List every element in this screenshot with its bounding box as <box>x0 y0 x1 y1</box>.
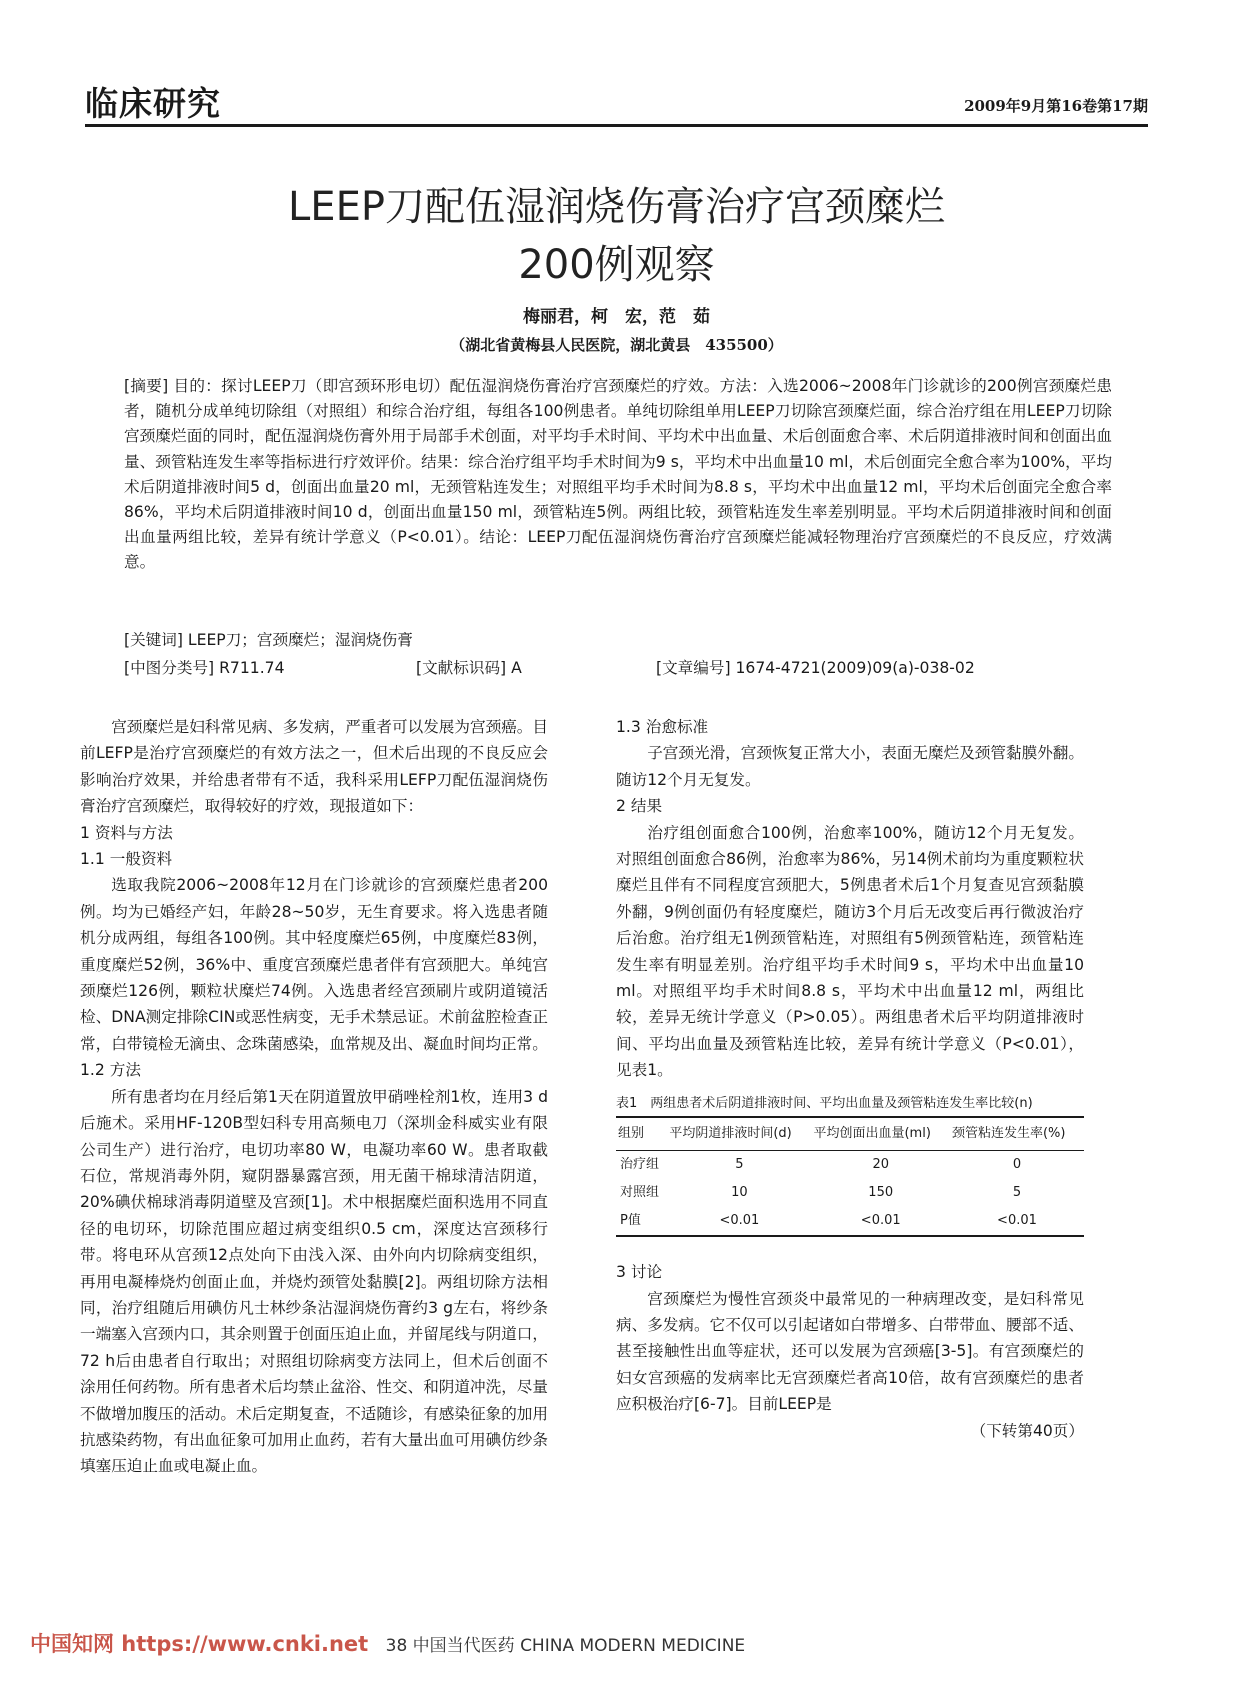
table-cell: 0 <box>1012 1157 1022 1173</box>
table-cell: 治疗组 <box>620 1157 660 1173</box>
paragraph-general-data: 选取我院2006~2008年12月在门诊就诊的宫颈糜烂患者200例。均为已婚经产妇，年龄28~50岁，无生育要求。将入选患者随机分成两组，每组各100例。其中轻度糜烂65例，中度糜烂83例，重度糜烂52例，36%中、重度宫颈糜烂患者伴有宫颈肥大。单纯宫颈糜烂126例，颗粒状糜烂74例。入选患者经宫颈刷片或阴道镜活检、DNA测定排除CIN或恶性病变，无手术禁忌证。术前盆腔检查正常，白带镜检无滴虫、念珠菌感染，血常规及出、凝血时间均正常。 <box>80 876 548 1053</box>
table-cell: 对照组 <box>620 1185 660 1201</box>
issue-info: 2009年9月第16卷第17期 <box>964 97 1148 115</box>
results-table <box>616 1094 1084 1237</box>
classification-line <box>124 656 1112 682</box>
cnki-watermark: 中国知网 https://www.cnki.net <box>30 1632 369 1656</box>
section-heading-discussion: 3 讨论 <box>616 1263 663 1282</box>
continued-note: （下转第40页） <box>970 1421 1084 1440</box>
section-heading-results: 2 结果 <box>616 797 663 816</box>
article-number: [文章编号] 1674-4721(2009)09(a)-038-02 <box>656 659 975 677</box>
table-caption: 表1 两组患者术后阴道排液时间、平均出血量及颈管粘连发生率比较(n) <box>616 1095 1033 1111</box>
title-line-1: LEEP刀配伍湿润烧伤膏治疗宫颈糜烂 <box>288 184 945 230</box>
section-heading-materials-methods: 1 资料与方法 <box>80 823 173 842</box>
journal-section-title: 临床研究 <box>85 84 221 123</box>
table-header-cell: 颈管粘连发生率(%) <box>950 1117 1084 1151</box>
table-row <box>616 1151 1084 1180</box>
table-cell: 5 <box>735 1157 744 1173</box>
paragraph-cure-criteria: 子宫颈光滑，宫颈恢复正常大小，表面无糜烂及颈管黏膜外翻。随访12个月无复发。 <box>616 744 1084 789</box>
page-footer <box>30 1628 745 1658</box>
paragraph-results: 治疗组创面愈合100例，治愈率100%，随访12个月无复发。对照组创面愈合86例，治愈率为86%，另14例术前均为重度颗粒状糜烂且伴有不同程度宫颈肥大，5例患者术后1个月复查见宫颈黏膜外翻，9例创面仍有轻度糜烂，随访3个月后无改变后再行微波治疗后治愈。治疗组无1例颈管粘连，对照组有5例颈管粘连，颈管粘连发生率有明显差别。治疗组平均手术时间9 s，平均术中出血量10 ml。对照组平均手术时间8.8 s，平均术中出血量12 ml，两组比较，差异无统计学意义（P>0.05）。两组患者术后平均阴道排液时间、平均出血量及颈管粘连比较，差异有统计学意义（P<0.01），见表1。 <box>616 823 1084 1080</box>
table-cell: 5 <box>1012 1185 1022 1201</box>
table-row <box>616 1207 1084 1236</box>
table-row <box>616 1179 1084 1207</box>
affiliation: （湖北省黄梅县人民医院，湖北黄县 435500） <box>450 336 783 354</box>
table-cell: <0.01 <box>811 1207 949 1236</box>
table-cell: P值 <box>616 1207 667 1236</box>
subsection-heading-general-data: 1.1 一般资料 <box>80 850 173 869</box>
header-rule <box>85 124 1148 127</box>
intro-paragraph: 宫颈糜烂是妇科常见病、多发病，严重者可以发展为宫颈癌。目前LEFP是治疗宫颈糜烂的有效方法之一，但术后出现的不良反应会影响治疗效果，并给患者带有不适，我科采用LEFP刀配伍湿润烧伤膏治疗宫颈糜烂，取得较好的疗效，现报道如下： <box>80 718 548 816</box>
title-line-2: 200例观察 <box>518 242 715 288</box>
abstract-text: [摘要] 目的：探讨LEEP刀（即宫颈环形电切）配伍湿润烧伤膏治疗宫颈糜烂的疗效。方法：入选2006~2008年门诊就诊的200例宫颈糜烂患者，随机分成单纯切除组（对照组）和综合治疗组，每组各100例患者。单纯切除组单用LEEP刀切除宫颈糜烂面，综合治疗组在用LEEP刀切除宫颈糜烂面的同时，配伍湿润烧伤膏外用于局部手术创面，对平均手术时间、平均术中出血量、术后创面愈合率、术后阴道排液时间和创面出血量、颈管粘连发生率等指标进行疗效评价。结果：综合治疗组平均手术时间为9 s，平均术中出血量10 ml，术后创面完全愈合率为100%，平均术后阴道排液时间5 d，创面出血量20 ml，无颈管粘连发生；对照组平均手术时间为8.8 s，平均术中出血量12 ml，平均术后创面完全愈合率86%，平均术后阴道排液时间10 d，创面出血量150 ml，颈管粘连5例。两组比较，颈管粘连发生率差别明显。平均术后阴道排液时间和创面出血量两组比较，差异有统计学意义（P<0.01）。结论：LEEP刀配伍湿润烧伤膏治疗宫颈糜烂能减轻物理治疗宫颈糜烂的不良反应，疗效满意。 <box>124 377 1112 572</box>
subsection-heading-cure-criteria: 1.3 治愈标准 <box>616 718 709 736</box>
body-column-left <box>80 714 548 1480</box>
table-cell: 20 <box>872 1157 889 1173</box>
article-title <box>85 178 1148 294</box>
table-cell: 150 <box>868 1185 894 1201</box>
table-header-cell: 平均创面出血量(ml) <box>811 1117 949 1151</box>
abstract <box>124 374 1112 576</box>
document-code: [文献标识码] A <box>416 659 522 677</box>
journal-footer: 38 中国当代医药 CHINA MODERN MEDICINE <box>385 1636 746 1656</box>
keywords: [关键词] LEEP刀；宫颈糜烂；湿润烧伤膏 <box>124 631 413 649</box>
table-header-cell: 平均阴道排液时间(d) <box>667 1117 811 1151</box>
clc-number: [中图分类号] R711.74 <box>124 659 285 677</box>
paragraph-method: 所有患者均在月经后第1天在阴道置放甲硝唑栓剂1枚，连用3 d后施术。采用HF-120B型妇科专用高频电刀（深圳金科威实业有限公司生产）进行治疗，电切功率80 W，电凝功率60 W。患者取截石位，常规消毒外阴，窥阴器暴露宫颈，用无菌干棉球清洁阴道，20%碘伏棉球消毒阴道壁及宫颈[1]。术中根据糜烂面积选用不同直径的电切环，切除范围应超过病变组织0.5 cm，深度达宫颈移行带。将电环从宫颈12点处向下由浅入深、由外向内切除病变组织，再用电凝棒烧灼创面止血，并烧灼颈管处黏膜[2]。两组切除方法相同，治疗组随后用碘仿凡士林纱条沾湿润烧伤膏约3 g左右，将纱条一端塞入宫颈内口，其余则置于创面压迫止血，并留尾线与阴道口，72 h后由患者自行取出；对照组切除病变方法同上，但术后创面不涂用任何药物。所有患者术后均禁止盆浴、性交、和阴道冲洗，尽量不做增加腹压的活动。术后定期复查，不适随诊，有感染征象的加用抗感染药物，有出血征象可加用止血药，若有大量出血可用碘仿纱条填塞压迫止血或电凝止血。 <box>80 1087 548 1476</box>
paragraph-discussion: 宫颈糜烂为慢性宫颈炎中最常见的一种病理改变，是妇科常见病、多发病。它不仅可以引起诸如白带增多、白带带血、腰部不适、甚至接触性出血等症状，还可以发展为宫颈癌[3-5]。有宫颈糜烂的妇女宫颈癌的发病率比无宫颈糜烂者高10倍，故有宫颈糜烂的患者应积极治疗[6-7]。目前LEEP是 <box>616 1289 1084 1414</box>
authors: 梅丽君，柯 宏，范 茹 <box>523 307 710 327</box>
table-cell: <0.01 <box>950 1207 1084 1236</box>
subsection-heading-method: 1.2 方法 <box>80 1061 141 1080</box>
table-header-cell: 组别 <box>616 1117 667 1151</box>
table-cell: 10 <box>731 1185 748 1201</box>
body-column-right <box>616 714 1084 1444</box>
table-header-row <box>616 1117 1084 1151</box>
table-cell: <0.01 <box>667 1207 811 1236</box>
